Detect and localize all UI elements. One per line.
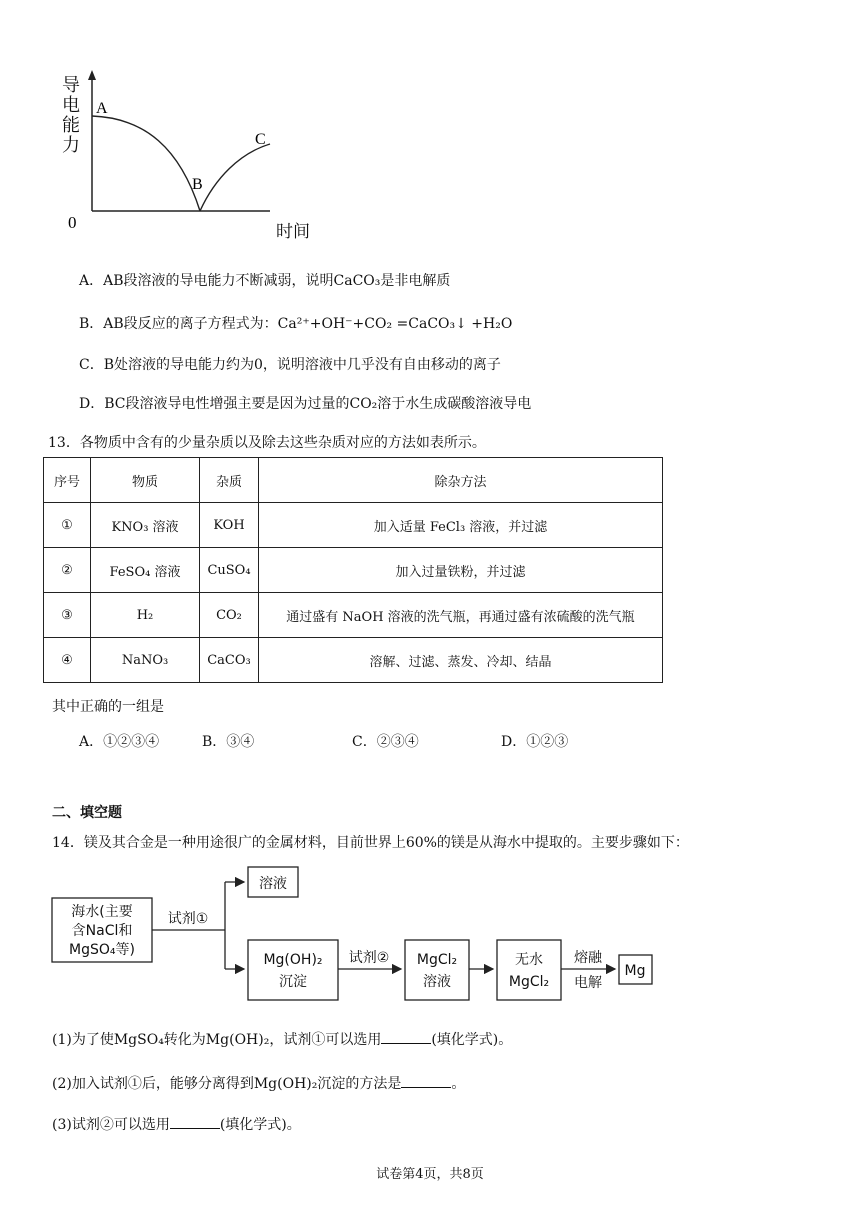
q14-sub3-text: (3)试剂②可以选用	[52, 1117, 170, 1133]
table-cell: NaNO₃	[91, 638, 200, 683]
mgcl2-line2: 溶液	[423, 974, 451, 990]
q14-sub2-text: (2)加入试剂①后，能够分离得到Mg(OH)₂沉淀的方法是	[52, 1076, 402, 1092]
point-c-label: C	[255, 131, 266, 148]
q14-stem: 14．镁及其合金是一种用途很广的金属材料，目前世界上60%的镁是从海水中提取的。主要步骤如下：	[52, 835, 689, 851]
answer-blank[interactable]	[381, 1029, 431, 1044]
q14-sub1-suffix: (填化学式)。	[431, 1032, 513, 1048]
q13-followup: 其中正确的一组是	[52, 699, 164, 715]
table-row	[44, 503, 663, 548]
q13-stem: 13．各物质中含有的少量杂质以及除去这些杂质对应的方法如表所示。	[48, 435, 486, 451]
page-footer: 试卷第4页，共8页	[376, 1167, 484, 1182]
curve-ab	[92, 116, 200, 211]
header-cell: 物质	[91, 458, 200, 503]
table-cell: KNO₃ 溶液	[91, 503, 200, 548]
q14-sub3-suffix: (填化学式)。	[219, 1117, 301, 1133]
header-cell: 除杂方法	[259, 458, 663, 503]
solution-label: 溶液	[259, 876, 287, 892]
x-axis-label: 时间	[276, 222, 310, 242]
q12-option-a: A．AB段溶液的导电能力不断减弱，说明CaCO₃是非电解质	[79, 273, 451, 289]
anhydrous-line1: 无水	[515, 952, 543, 968]
q14-sub2-suffix: 。	[451, 1076, 466, 1092]
q13-option-d: D．①②③	[501, 734, 569, 750]
mgoh2-line2: 沉淀	[279, 974, 307, 990]
table-cell: 加入适量 FeCl₃ 溶液，并过滤	[259, 503, 663, 548]
q12-option-c: C．B处溶液的导电能力约为0，说明溶液中几乎没有自由移动的离子	[79, 357, 501, 373]
table-header-row	[44, 458, 663, 503]
mg-label: Mg	[624, 963, 646, 979]
extraction-flowchart	[48, 858, 668, 1008]
table-cell: 溶解、过滤、蒸发、冷却、结晶	[259, 638, 663, 683]
mgcl2-line1: MgCl₂	[416, 952, 458, 968]
seawater-line2: 含NaCl和	[71, 923, 133, 939]
impurity-table	[43, 457, 663, 683]
reagent2-label: 试剂②	[348, 950, 390, 966]
table-cell: KOH	[200, 503, 259, 548]
header-cell: 序号	[44, 458, 91, 503]
table-row	[44, 548, 663, 593]
seawater-line3: MgSO₄等)	[69, 942, 135, 958]
table-cell: ③	[44, 593, 91, 638]
seawater-line1: 海水(主要	[71, 904, 133, 920]
y-axis-arrow	[88, 70, 96, 80]
answer-blank[interactable]	[170, 1114, 220, 1129]
q14-sub3	[52, 1114, 301, 1134]
q12-option-b: B．AB段反应的离子方程式为：Ca²⁺+OH⁻+CO₂ =CaCO₃↓ +H₂O	[79, 316, 513, 332]
table-row	[44, 593, 663, 638]
q13-option-a: A．①②③④	[79, 734, 160, 750]
q13-option-c: C．②③④	[352, 734, 419, 750]
q14-sub1	[52, 1029, 512, 1049]
answer-blank[interactable]	[401, 1073, 451, 1088]
mgoh2-box	[248, 940, 338, 1000]
table-cell: 加入过量铁粉，并过滤	[259, 548, 663, 593]
table-cell: CO₂	[200, 593, 259, 638]
q14-sub1-text: (1)为了使MgSO₄转化为Mg(OH)₂，试剂①可以选用	[52, 1032, 382, 1048]
table-cell: 通过盛有 NaOH 溶液的洗气瓶，再通过盛有浓硫酸的洗气瓶	[259, 593, 663, 638]
table-cell: H₂	[91, 593, 200, 638]
reagent1-label: 试剂①	[167, 911, 209, 927]
table-cell: CuSO₄	[200, 548, 259, 593]
y-axis-label: 导电能力	[62, 75, 80, 156]
point-b-label: B	[192, 176, 203, 193]
header-cell: 杂质	[200, 458, 259, 503]
electrolysis-label: 电解	[574, 975, 602, 991]
table-cell: ①	[44, 503, 91, 548]
table-cell: FeSO₄ 溶液	[91, 548, 200, 593]
table-cell: CaCO₃	[200, 638, 259, 683]
melt-label: 熔融	[574, 950, 602, 966]
mgoh2-line1: Mg(OH)₂	[263, 952, 323, 968]
table-cell: ④	[44, 638, 91, 683]
table-cell: ②	[44, 548, 91, 593]
mgcl2-solution-box	[405, 940, 469, 1000]
q12-option-d: D．BC段溶液导电性增强主要是因为过量的CO₂溶于水生成碳酸溶液导电	[79, 396, 532, 412]
q13-option-b: B．③④	[202, 734, 255, 750]
curve-bc	[200, 144, 270, 211]
table-row	[44, 638, 663, 683]
origin-label: 0	[68, 213, 77, 232]
anhydrous-box	[497, 940, 561, 1000]
point-a-label: A	[96, 100, 108, 117]
section-title: 二、填空题	[52, 805, 122, 821]
q14-sub2	[52, 1073, 465, 1093]
anhydrous-line2: MgCl₂	[508, 974, 550, 990]
